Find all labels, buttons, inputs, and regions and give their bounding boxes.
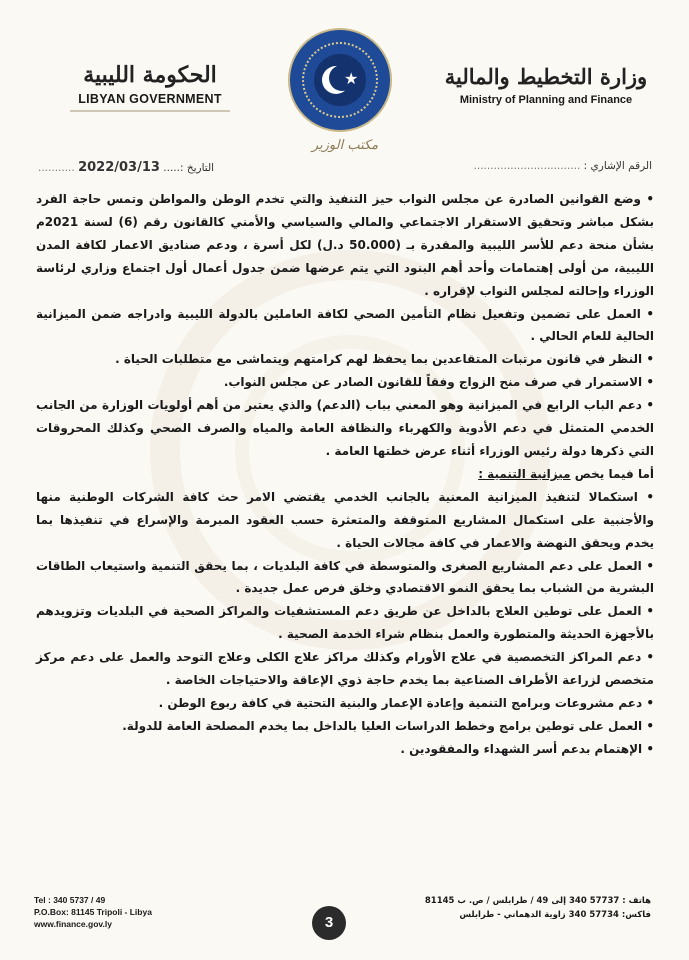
body-paragraph: • الاستمرار في صرف منح الزواج وفقاً للقانون الصادر عن مجلس النواب.	[223, 375, 654, 390]
government-name-arabic: الحكومة الليبية	[83, 62, 217, 88]
body-paragraph: • وضع القوانين الصادرة عن مجلس النواب حيز التنفيذ والتي تخدم الوطن والمواطن وتمس حاجة الفرد بشكل مباشر وتحقيق الاستقرار الاجتماعي والمالي والسياسي والأمني كالقانون رقم (6) لسنة 2021م بشأن منحة دعم للأسر الليبية والمقدرة بـ (50.000 د.ل) لكل أسرة ، ودعم صناديق الاعمار لكافة المدن الليبية، من أولى إهتمامات وأحد أهم البنود التي يتم عرضها ضمن جدول أعمال أول اجتماع وزاري لرئاسة الوزراء وإحالته لمجلس النواب لإقراره .	[36, 192, 654, 298]
footer-tel: Tel : 340 5737 / 49	[34, 895, 106, 905]
ministry-emblem-seal	[290, 30, 390, 130]
footer-phone-arabic: هاتف : 57737 340 إلى 49 / طرابلس / ص. ب 81145	[424, 896, 651, 906]
letter-footer	[0, 890, 689, 950]
reference-label: الرقم الإشاري :	[583, 160, 652, 172]
date-field	[38, 160, 214, 175]
footer-website: www.finance.gov.ly	[34, 919, 112, 929]
body-paragraph: • العمل على تضمين وتفعيل نظام التأمين الصحي لكافة العاملين بالدولة الليبية وادراجه ضمن الميزانية الحالية للعام الحالي .	[36, 306, 654, 344]
body-paragraph: • العمل على توطين برامج وخطط الدراسات العليا بالداخل بما يخدم المصلحة العامة للدولة.	[122, 718, 654, 733]
minister-office-label: مكتب الوزير	[311, 138, 379, 153]
reference-dots: ................................	[473, 160, 581, 172]
ministry-name-english: Ministry of Planning and Finance	[459, 94, 633, 106]
footer-fax-arabic: فاكس: 57734 340 زاوية الدهماني - طرابلس	[459, 910, 651, 920]
logo-underline	[70, 110, 230, 112]
section-heading-prefix: أما فيما يخص	[570, 466, 654, 481]
section-heading-title: ميزانية التنمية :	[478, 466, 571, 481]
seal-core	[314, 54, 366, 106]
body-paragraph: • العمل على توطين العلاج بالداخل عن طريق دعم المستشفيات والمراكز الصحية في البلديات وتزويدهم بالأجهزة الحديثة والمتطورة والعمل بنظام شراء الخدمة الصحية .	[36, 604, 654, 642]
date-label: التاريخ :.....	[163, 162, 215, 174]
body-paragraph: • استكمالا لتنفيذ الميزانية المعنية بالجانب الخدمي يقتضي الامر حث كافة الشركات الوطنية منها والأجنبية على استكمال المشاريع المتوقفة والمتعثرة حسب العقود المبرمة والإسراع في تنفيذها بما يخدم ويحقق النهضة والاعمار في كافة مجالات الحياة .	[36, 489, 654, 550]
section-heading	[36, 463, 654, 486]
date-value: 2022/03/13	[78, 160, 160, 175]
page-number: 3	[312, 906, 346, 940]
body-paragraph: • دعم مشروعات وبرامج التنمية وإعادة الإعمار والبنية التحتية في كافة ربوع الوطن .	[158, 695, 654, 710]
reference-line	[38, 160, 652, 180]
star-icon: ★	[344, 69, 359, 88]
letter-body	[36, 188, 654, 761]
reference-number	[474, 160, 652, 172]
body-paragraph: • النظر في قانون مرتبات المتقاعدين بما يحفظ لهم كرامتهم ويتماشى مع متطلبات الحياة .	[115, 352, 654, 367]
date-dots: ...........	[38, 162, 75, 174]
ministry-logo	[441, 64, 651, 106]
footer-contact-arabic	[425, 894, 651, 922]
ministry-name-arabic: وزارة التخطيط والمالية	[444, 64, 648, 89]
government-name-english: LIBYAN GOVERNMENT	[78, 92, 222, 106]
footer-pobox: P.O.Box: 81145 Tripoli - Libya	[34, 907, 152, 917]
footer-contact-english	[34, 894, 152, 930]
body-paragraph: • الإهتمام بدعم أسر الشهداء والمفقودين .	[400, 741, 654, 756]
body-paragraph: • دعم الباب الرابع في الميزانية وهو المعني بباب (الدعم) والذي يعتبر من أهم أولويات الوزارة من الجانب الخدمي المتمثل في دعم الأدوية والكهرباء والنظافة العامة والمياه والصرف الصحي وكذلك المحروقات التي ذكرها دولة رئيس الوزراء أثناء عرض خطتها العامة .	[36, 398, 654, 458]
body-paragraph: • العمل على دعم المشاريع الصغرى والمتوسطة في كافة البلديات ، بما يحقق التنمية واستيعاب الطاقات البشرية من الشباب بما يحقق النمو الاقتصادي وخلق فرص عمل جديدة .	[36, 558, 654, 596]
body-paragraph: • دعم المراكز التخصصية في علاج الأورام وكذلك مراكز علاج الكلى وعلاج التوحد والعمل على دعم مركز متخصص لزراعة الأطراف الصناعية بما يخدم حاجة ذوي الإعاقة والاحتياجات الخاصة .	[36, 650, 654, 688]
libyan-government-logo	[60, 62, 240, 112]
